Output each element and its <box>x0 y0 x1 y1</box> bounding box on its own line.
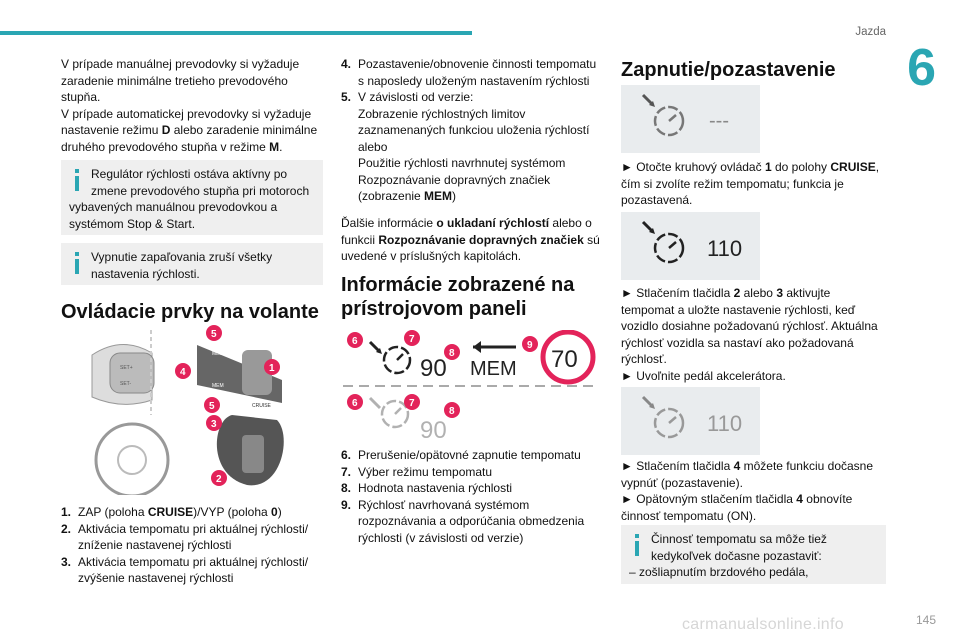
intro-line: nastavenie režimu D alebo zaradenie minimálne <box>61 123 318 137</box>
badge-7: 7 <box>409 398 415 409</box>
step-text-1 <box>621 159 891 209</box>
set-plus-label: SET+ <box>120 365 133 371</box>
list-item: 2. Aktivácia tempomatu pri aktuálnej rýchlosti/ <box>61 521 309 536</box>
display-active-image <box>621 212 760 280</box>
note-line: Činnosť tempomatu sa môže tiež <box>651 532 827 546</box>
list-item: 5. V závislosti od verzie: <box>341 90 474 104</box>
step-line: ► Opätovným stlačením tlačidla 4 obnovíte <box>621 492 853 506</box>
note-line: Vypnutie zapaľovania zruší všetky <box>91 250 273 264</box>
speed-limit-value: 70 <box>551 346 578 373</box>
steering-controls-illustration <box>82 325 302 495</box>
list-item: 4. Pozastavenie/obnovenie činnosti tempomatu <box>341 57 597 71</box>
header-accent-bar <box>0 31 472 35</box>
info-icon <box>69 169 85 191</box>
step-line: rýchlosť. <box>621 352 667 366</box>
intro-line: zaradenie minimálne tretieho prevodového <box>61 73 288 88</box>
list-item: 6. Prerušenie/opätovné zapnutie tempomatu <box>341 448 581 462</box>
badge-5: 5 <box>211 329 217 340</box>
controls-list-cont <box>341 56 606 205</box>
info-icon <box>629 534 645 556</box>
badge-7: 7 <box>409 334 415 345</box>
intro-text <box>61 56 326 155</box>
badge-3: 3 <box>211 419 217 430</box>
more-info-line: uvedené v príslušných kapitolách. <box>341 249 522 263</box>
more-info-line: funkcii Rozpoznávanie dopravných značiek sú <box>341 232 600 247</box>
note-line: systémom Stop & Start. <box>69 216 196 231</box>
list-item-cont: Zobrazenie rýchlostných limitov <box>358 106 526 121</box>
section-title: Jazda <box>855 26 886 38</box>
intro-line: stupňa. <box>61 90 101 104</box>
step-text-2 <box>621 285 896 384</box>
step-line: ► Stlačením tlačidla 2 alebo 3 aktivujte <box>621 286 831 300</box>
cruise-label: CRUISE <box>252 403 271 409</box>
badge-8: 8 <box>449 348 455 359</box>
list-item: 7. Výber režimu tempomatu <box>341 464 493 479</box>
list-item-cont: alebo <box>358 139 388 154</box>
intro-line: druhého prevodového stupňa v režime M. <box>61 139 283 154</box>
set-speed-value: 90 <box>420 355 447 382</box>
list-item-cont: Rozpoznávanie dopravných značiek <box>358 172 551 187</box>
list-item-cont: zníženie nastavenej rýchlosti <box>78 538 232 552</box>
step-line: pozastavená. <box>621 193 693 207</box>
badge-1: 1 <box>269 363 275 374</box>
mem-label-top: MEM <box>212 351 224 357</box>
badge-5: 5 <box>209 401 215 412</box>
suspended-speed-value: 110 <box>707 411 743 436</box>
step-line: rýchlosť vozidla sa nastaví ako požadovaná <box>621 335 854 350</box>
step-line: vozidlo dosiahne požadovanú rýchlosť. Aktuálna <box>621 319 878 333</box>
intro-line: V prípade automatickej prevodovky si vyžaduje <box>61 106 312 121</box>
more-info-line: Ďalšie informácie o ukladaní rýchlostí alebo o <box>341 216 592 230</box>
mem-label-bottom: MEM <box>212 383 224 389</box>
info-note-3 <box>621 525 886 584</box>
note-line: nastavenia rýchlosti. <box>91 266 200 281</box>
controls-list <box>61 504 331 587</box>
mem-display: MEM <box>470 358 517 380</box>
note-line: kedykoľvek dočasne pozastaviť: <box>651 548 822 563</box>
badge-8: 8 <box>449 406 455 417</box>
cruise-gauge-icon <box>370 342 410 373</box>
step-text-3 <box>621 458 896 524</box>
step-line: ► Stlačením tlačidla 4 môžete funkciu dočasne <box>621 459 874 473</box>
list-item-cont: (zobrazenie MEM) <box>358 189 457 203</box>
steering-wheel-front-view <box>92 330 168 495</box>
list-item: 1. ZAP (poloha CRUISE)/VYP (poloha 0) <box>61 505 282 519</box>
heading-steering-controls: Ovládacie prvky na volante <box>61 301 319 323</box>
step-line: ► Uvoľnite pedál akcelerátora. <box>621 368 786 383</box>
step-line: tempomat a uložte nastavenie rýchlosti, keď <box>621 302 856 317</box>
list-item: 8. Hodnota nastavenia rýchlosti <box>341 481 513 495</box>
note-line: zmene prevodového stupňa pri motoroch <box>91 183 310 198</box>
heading-activation: Zapnutie/pozastavenie <box>621 59 836 81</box>
list-item-cont: rozpoznávania a odporúčania obmedzenia <box>358 514 585 528</box>
badge-6: 6 <box>352 398 358 409</box>
info-note-1 <box>61 160 323 235</box>
badge-6: 6 <box>352 336 358 347</box>
note-line: – zošliapnutím brzdového pedála, <box>629 565 809 579</box>
display-suspended-image <box>621 387 760 455</box>
note-line: Regulátor rýchlosti ostáva aktívny po <box>91 167 288 181</box>
badge-4: 4 <box>180 367 186 378</box>
list-item-cont: s naposledy uloženým nastavením rýchlosti <box>358 73 590 88</box>
set-speed-value-paused: 90 <box>420 417 447 444</box>
instrument-panel-illustration <box>340 330 602 445</box>
active-speed-value: 110 <box>707 236 743 261</box>
list-item-cont: rýchlosti (v závislosti od verzie) <box>358 530 524 545</box>
info-note-2 <box>61 243 323 285</box>
heading-panel-info: Informácie zobrazené na prístrojovom paneli <box>341 274 575 320</box>
set-minus-label: SET- <box>120 381 132 387</box>
list-item-cont: Použitie rýchlosti navrhnutej systémom <box>358 156 566 170</box>
step-line: činnosť tempomatu (ON). <box>621 508 757 523</box>
list-item: 3. Aktivácia tempomatu pri aktuálnej rýchlosti/ <box>61 554 309 569</box>
list-item-cont: zvýšenie nastavenej rýchlosti <box>78 571 234 585</box>
info-icon <box>69 252 85 274</box>
intro-line: V prípade manuálnej prevodovky si vyžaduje <box>61 57 300 71</box>
step-line: vypnúť (pozastavenie). <box>621 475 743 490</box>
list-item: 9. Rýchlosť navrhovaná systémom <box>341 497 530 512</box>
panel-legend <box>341 447 611 546</box>
more-info-text <box>341 215 611 265</box>
page-number: 145 <box>915 613 936 627</box>
list-item-cont: zaznamenaných funkciou uloženia rýchlostí <box>358 123 590 137</box>
note-line: vybavených manuálnou prevodovkou a <box>69 200 278 214</box>
step-line: čím si zvolíte režim tempomatu; funkcia je <box>621 176 844 191</box>
display-paused-image <box>621 85 760 153</box>
paused-speed-placeholder: --- <box>709 110 729 132</box>
badge-2: 2 <box>216 474 222 485</box>
chapter-number: 6 <box>907 39 936 97</box>
watermark: carmanualsonline.info <box>682 616 844 633</box>
step-line: ► Otočte kruhový ovládač 1 do polohy CRUISE, <box>621 160 880 174</box>
badge-9: 9 <box>527 340 533 351</box>
